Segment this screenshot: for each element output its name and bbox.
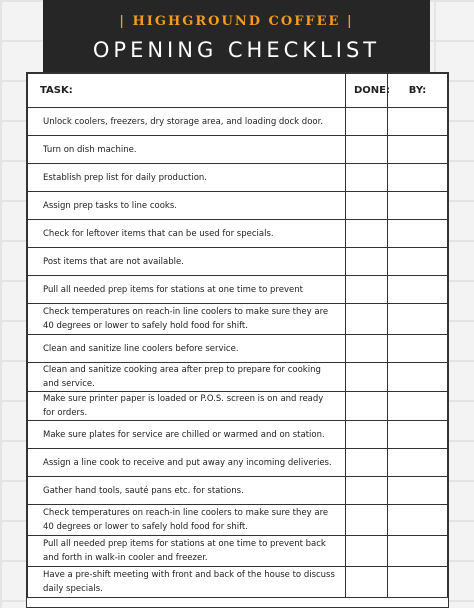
done-cell[interactable] [346,449,388,477]
task-cell: Turn on dish machine. [28,136,346,164]
task-cell: Post items that are not available. [28,248,346,276]
task-cell: Clean and sanitize line coolers before service. [28,335,346,363]
table-row [28,304,448,335]
done-cell[interactable] [346,421,388,449]
done-cell[interactable] [346,220,388,248]
by-cell[interactable] [388,304,448,335]
table-row [28,164,448,192]
by-cell[interactable] [388,421,448,449]
table-row [28,276,448,304]
done-cell[interactable] [346,392,388,421]
column-header-by: BY: [388,74,448,108]
done-cell[interactable] [346,164,388,192]
column-header-task: TASK: [28,74,346,108]
task-cell: Unlock coolers, freezers, dry storage area, and loading dock door. [28,108,346,136]
done-cell[interactable] [346,192,388,220]
done-cell[interactable] [346,363,388,392]
done-cell[interactable] [346,335,388,363]
by-cell[interactable] [388,192,448,220]
brand-name: | HIGHGROUND COFFEE | [119,14,354,29]
table-row [28,335,448,363]
checklist-table [27,73,448,598]
by-cell[interactable] [388,248,448,276]
by-cell[interactable] [388,164,448,192]
table-row [28,392,448,421]
by-cell[interactable] [388,276,448,304]
by-cell[interactable] [388,477,448,505]
task-cell: Make sure plates for service are chilled or warmed and on station. [28,421,346,449]
table-row [28,136,448,164]
task-cell: Gather hand tools, sauté pans etc. for stations. [28,477,346,505]
table-row [28,363,448,392]
task-cell: Assign prep tasks to line cooks. [28,192,346,220]
done-cell[interactable] [346,505,388,536]
table-row [28,567,448,598]
task-cell: Clean and sanitize cooking area after prep to prepare for cooking and service. [28,363,346,392]
by-cell[interactable] [388,505,448,536]
task-cell: Make sure printer paper is loaded or P.O.S. screen is on and ready for orders. [28,392,346,421]
done-cell[interactable] [346,567,388,598]
table-row [28,108,448,136]
by-cell[interactable] [388,449,448,477]
task-cell: Have a pre-shift meeting with front and back of the house to discuss daily specials. [28,567,346,598]
task-cell: Pull all needed prep items for stations at one time to prevent [28,276,346,304]
column-header-done: DONE: [346,74,388,108]
done-cell[interactable] [346,108,388,136]
table-row [28,248,448,276]
done-cell[interactable] [346,304,388,335]
by-cell[interactable] [388,536,448,567]
by-cell[interactable] [388,363,448,392]
by-cell[interactable] [388,392,448,421]
table-row [28,220,448,248]
task-cell: Pull all needed prep items for stations at one time to prevent back and forth in walk-in cooler and freezer. [28,536,346,567]
table-row [28,421,448,449]
done-cell[interactable] [346,248,388,276]
done-cell[interactable] [346,477,388,505]
table-row [28,192,448,220]
task-cell: Establish prep list for daily production. [28,164,346,192]
header-banner [43,0,430,79]
by-cell[interactable] [388,220,448,248]
done-cell[interactable] [346,536,388,567]
table-header-row [28,74,448,108]
done-cell[interactable] [346,136,388,164]
by-cell[interactable] [388,136,448,164]
table-row [28,449,448,477]
by-cell[interactable] [388,567,448,598]
by-cell[interactable] [388,335,448,363]
table-row [28,505,448,536]
table-row [28,536,448,567]
page-title: OPENING CHECKLIST [92,38,381,62]
task-cell: Check temperatures on reach-in line coolers to make sure they are 40 degrees or lower to safely hold food for shift. [28,505,346,536]
task-cell: Check for leftover items that can be used for specials. [28,220,346,248]
by-cell[interactable] [388,108,448,136]
table-row [28,477,448,505]
checklist-sheet [26,72,449,608]
task-cell: Check temperatures on reach-in line coolers to make sure they are 40 degrees or lower to safely hold food for shift. [28,304,346,335]
task-cell: Assign a line cook to receive and put away any incoming deliveries. [28,449,346,477]
done-cell[interactable] [346,276,388,304]
